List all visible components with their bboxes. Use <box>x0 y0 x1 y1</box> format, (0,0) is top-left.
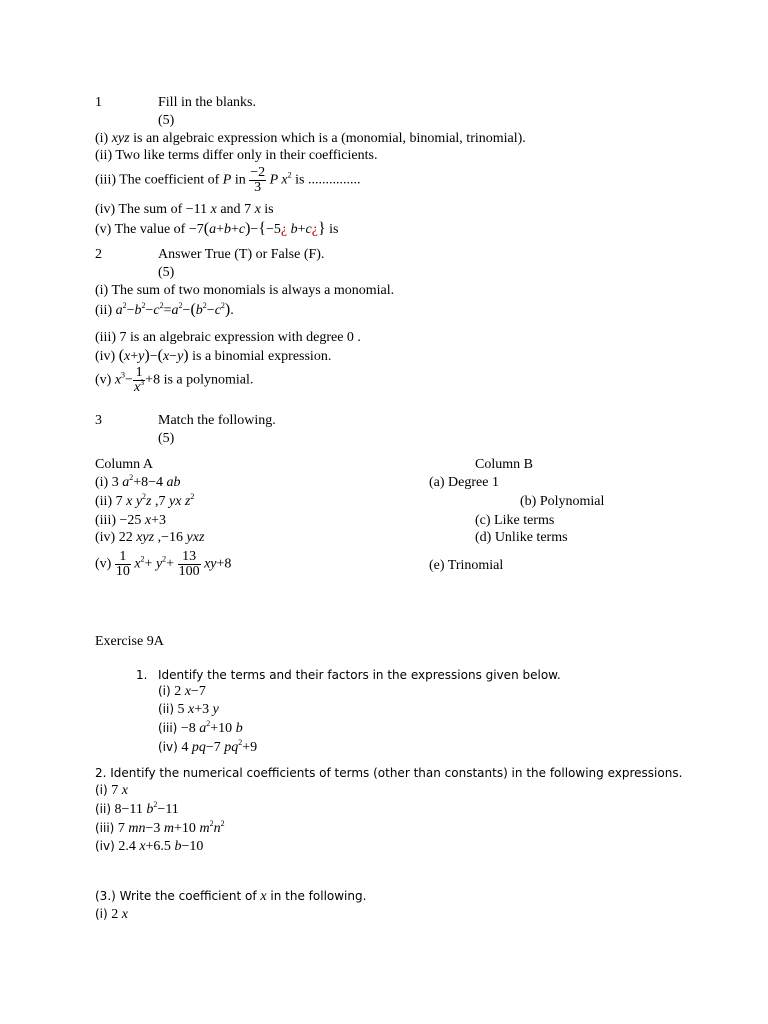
q1-part-iv: (iv) The sum of −11 x and 7 x is <box>95 202 274 217</box>
q2-number: 2 <box>95 247 102 262</box>
column-b-item: (b) Polynomial <box>520 494 605 509</box>
q2-part-ii: (ii) $a^2-b^2-c^2=a^2-(b^2-c^2)$. <box>95 301 234 318</box>
exercise-q1-item: (ii) 5 x+3 y <box>158 702 219 717</box>
q2-marks: (5) <box>158 265 175 280</box>
column-b-item: (d) Unlike terms <box>475 530 568 545</box>
fraction: $\frac{-2}{3}$ <box>250 165 266 195</box>
column-a-item: (iv) 22 xyz ,−16 yxz <box>95 530 205 545</box>
exercise-q3-item: (i) 2 x <box>95 907 128 922</box>
column-b-item: (a) Degree 1 <box>429 475 499 490</box>
column-b-item: (c) Like terms <box>475 513 555 528</box>
q1-title: Fill in the blanks. <box>158 95 256 110</box>
column-a-header: Column A <box>95 457 153 472</box>
exercise-q1-item: (iii) −8 $a^2+10$ b <box>158 719 243 736</box>
q1-marks: (5) <box>158 113 175 128</box>
q1-part-ii: (ii) Two like terms differ only in their coefficients. <box>95 148 378 163</box>
column-a-item: (i) 3 $a^2+8-4$ ab <box>95 473 181 490</box>
exercise-q2-item: (i) 7 x <box>95 783 128 798</box>
q1-part-iii: (iii) The coefficient of P in $\frac{-2}{3}$ P $x^2$ is ............... <box>95 165 361 195</box>
exercise-q2: 2. Identify the numerical coefficients of terms (other than constants) in the following expressions. <box>95 766 683 780</box>
column-a-item: (iii) −25 x+3 <box>95 513 167 528</box>
exercise-q2-item: (iv) 2.4 x+6.5 b−10 <box>95 839 204 854</box>
exercise-q2-item: (ii) 8−11 $b^2-11$ <box>95 800 179 817</box>
q2-part-v: (v) $x^3-$ $\frac{1}{x^3}$ +8 is a polynomial. <box>95 365 254 395</box>
q1-number: 1 <box>95 95 102 110</box>
exercise-q1-number: 1. <box>136 668 148 682</box>
exercise-q1: Identify the terms and their factors in the expressions given below. <box>158 668 561 682</box>
exercise-q2-item: (iii) 7 mn−3 m+10 $m^2n^2$ <box>95 819 225 836</box>
q2-part-iv: (iv) (x+y)−(x−y) is a binomial expression. <box>95 347 332 364</box>
exercise-q1-item: (i) 2 x−7 <box>158 684 206 699</box>
q3-title: Match the following. <box>158 413 276 428</box>
column-b-item: (e) Trinomial <box>429 558 504 573</box>
exercise-q1-item: (iv) 4 pq−7 $pq^2+9$ <box>158 738 258 755</box>
q2-title: Answer True (T) or False (F). <box>158 247 325 262</box>
q2-part-i: (i) The sum of two monomials is always a monomial. <box>95 283 395 298</box>
exercise-q3: (3.) Write the coefficient of x in the following. <box>95 889 367 904</box>
exercise-title: Exercise 9A <box>95 634 164 649</box>
q3-marks: (5) <box>158 431 175 446</box>
column-a-item: (ii) 7 x $y^2z$ ,7 yx $z^2$ <box>95 492 195 509</box>
column-a-item: (v) $\frac{1}{10}$ $x^2+ y^2+$ $\frac{13}{100}$ xy+8 <box>95 549 232 579</box>
q3-number: 3 <box>95 413 102 428</box>
column-b-header: Column B <box>475 457 533 472</box>
q1-part-i: (i) xyz is an algebraic expression which is a (monomial, binomial, trinomial). <box>95 131 526 146</box>
q2-part-iii: (iii) 7 is an algebraic expression with degree 0 . <box>95 330 361 345</box>
q1-part-v: (v) The value of −7(a+b+c)−{−5¿ b+c¿} is <box>95 220 339 237</box>
